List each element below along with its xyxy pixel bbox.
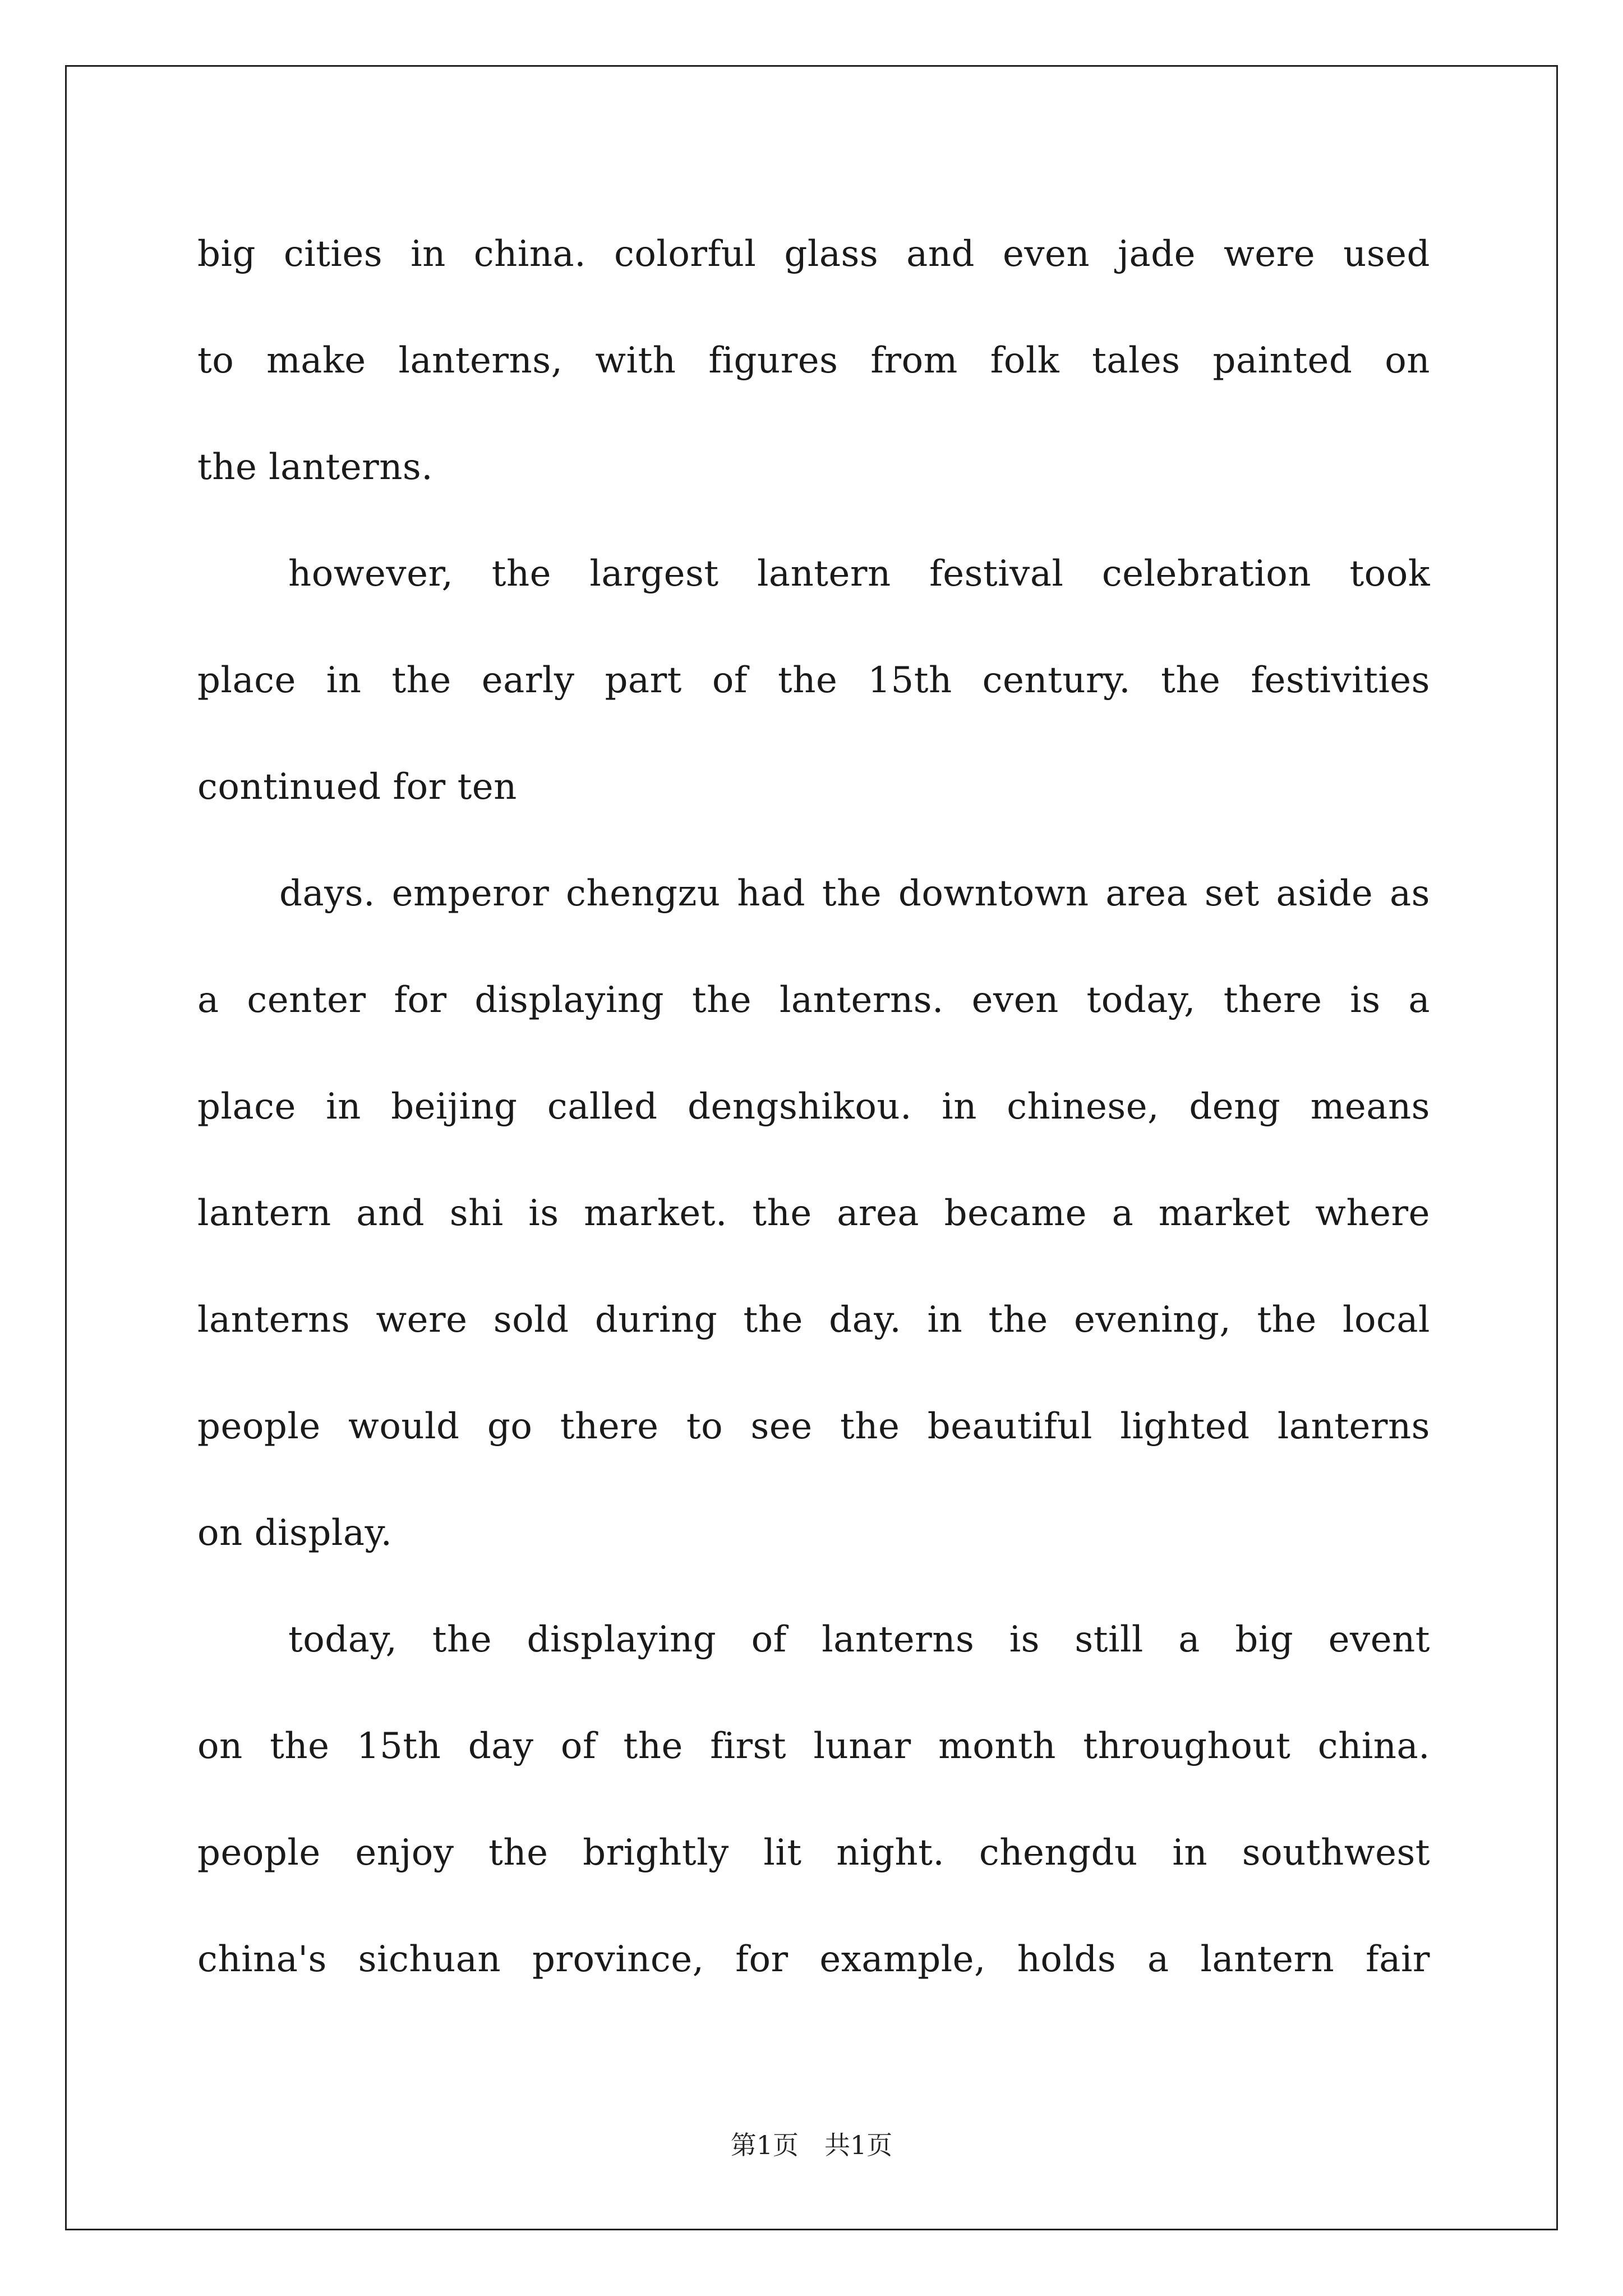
text-line: lantern and shi is market. the area became a market where [197,1193,1430,1234]
text-line: continued for ten [197,766,517,808]
paragraph-start-line: days. emperor chengzu had the downtown area set aside as [279,873,1430,914]
paragraph-start-line: today, the displaying of lanterns is still a big event [288,1619,1430,1660]
paragraph-start-line: however, the largest lantern festival celebration took [288,553,1430,595]
text-line: china's sichuan province, for example, holds a lantern fair [197,1939,1430,1980]
text-line: on display. [197,1512,393,1554]
text-line: big cities in china. colorful glass and even jade were used [197,233,1430,275]
text-line: place in the early part of the 15th century. the festivities [197,660,1430,701]
page-footer: 第1页 共1页 [730,2130,893,2160]
text-line: people would go there to see the beautiful lighted lanterns [197,1406,1430,1447]
text-line: people enjoy the brightly lit night. chengdu in southwest [197,1832,1430,1874]
text-line: the lanterns. [197,447,434,488]
text-line: place in beijing called dengshikou. in chinese, deng means [197,1086,1430,1128]
text-line: on the 15th day of the first lunar month throughout china. [197,1726,1430,1767]
text-line: to make lanterns, with figures from folk tales painted on [197,340,1430,381]
document-body [197,201,1430,2013]
text-line: a center for displaying the lanterns. even today, there is a [197,979,1430,1021]
text-line: lanterns were sold during the day. in the evening, the local [197,1299,1430,1341]
